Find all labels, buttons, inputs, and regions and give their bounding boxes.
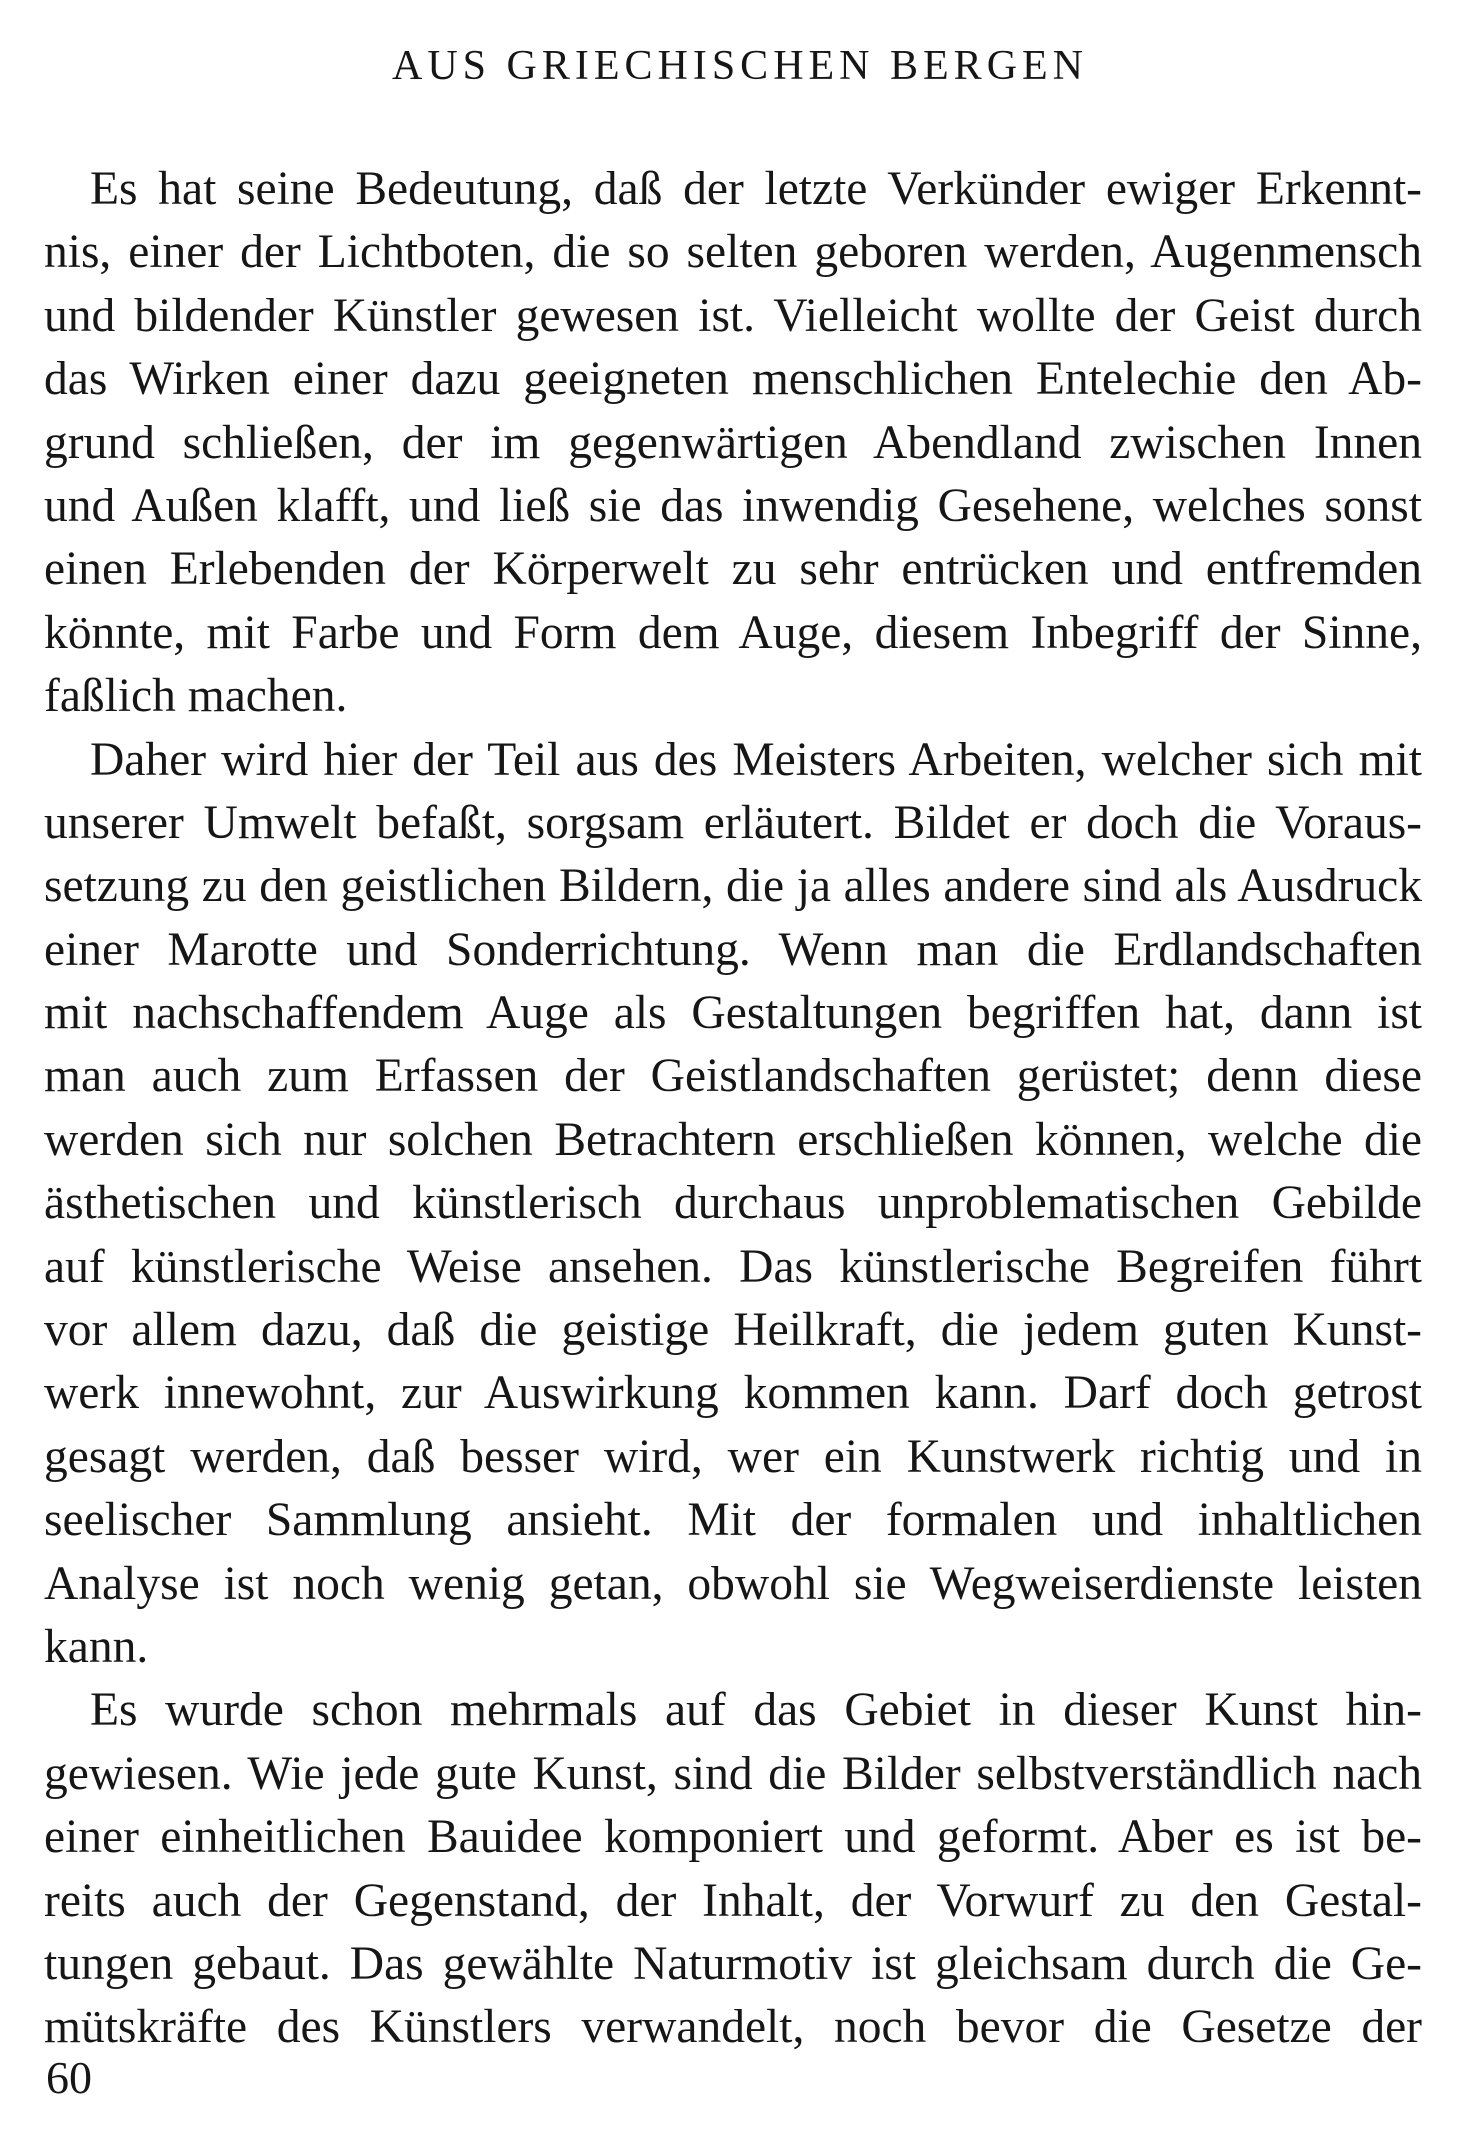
- text-line: unserer Umwelt befaßt, sorgsam erläutert. Bildet er doch die Voraus-: [44, 796, 1422, 849]
- text-line: einen Erlebenden der Körperwelt zu sehr entrücken und entfremden: [44, 543, 1422, 596]
- text-line: tungen gebaut. Das gewählte Naturmotiv ist gleichsam durch die Ge-: [44, 1937, 1422, 1990]
- text-line: mütskräfte des Künstlers verwandelt, noch bevor die Gesetze der: [44, 2001, 1422, 2054]
- text-line: vor allem dazu, daß die geistige Heilkraft, die jedem guten Kunst-: [44, 1304, 1422, 1357]
- text-line: könnte, mit Farbe und Form dem Auge, diesem Inbegriff der Sinne,: [44, 606, 1422, 659]
- text-line: und bildender Künstler gewesen ist. Vielleicht wollte der Geist durch: [44, 289, 1422, 342]
- text-line: faßlich machen.: [44, 670, 348, 723]
- paragraph: [44, 158, 1422, 729]
- text-line: gesagt werden, daß besser wird, wer ein Kunstwerk richtig und in: [44, 1430, 1422, 1483]
- text-line: einer einheitlichen Bauidee komponiert und geformt. Aber es ist be-: [44, 1811, 1422, 1864]
- text-line: kann.: [44, 1620, 149, 1673]
- text-line: ästhetischen und künstlerisch durchaus unproblematischen Gebilde: [44, 1177, 1422, 1230]
- text-line: auf künstlerische Weise ansehen. Das künstlerische Begreifen führt: [44, 1240, 1422, 1293]
- text-line: Daher wird hier der Teil aus des Meisters Arbeiten, welcher sich mit: [90, 733, 1422, 786]
- text-line: man auch zum Erfassen der Geistlandschaften gerüstet; denn diese: [44, 1050, 1422, 1103]
- text-line: werden sich nur solchen Betrachtern erschließen können, welche die: [44, 1113, 1422, 1166]
- text-line: nis, einer der Lichtboten, die so selten geboren werden, Augenmensch: [44, 226, 1422, 279]
- text-line: grund schließen, der im gegenwärtigen Abendland zwischen Innen: [44, 416, 1422, 469]
- paragraph: [44, 1679, 1422, 2059]
- body-text: [44, 158, 1422, 2060]
- text-line: seelischer Sammlung ansieht. Mit der formalen und inhaltlichen: [44, 1494, 1422, 1547]
- text-line: mit nachschaffendem Auge als Gestaltungen begriffen hat, dann ist: [44, 987, 1422, 1040]
- text-line: setzung zu den geistlichen Bildern, die ja alles andere sind als Ausdruck: [44, 860, 1422, 913]
- page-number: 60: [46, 2052, 92, 2103]
- text-line: Es hat seine Bedeutung, daß der letzte Verkünder ewiger Erkennt-: [90, 163, 1422, 215]
- running-head: AUS GRIECHISCHEN BERGEN: [391, 43, 1089, 89]
- text-line: reits auch der Gegenstand, der Inhalt, der Vorwurf zu den Gestal-: [44, 1874, 1422, 1927]
- text-line: Analyse ist noch wenig getan, obwohl sie Wegweiserdienste leisten: [44, 1557, 1422, 1610]
- text-line: gewiesen. Wie jede gute Kunst, sind die Bilder selbstverständlich nach: [44, 1747, 1422, 1800]
- text-line: Es wurde schon mehrmals auf das Gebiet in dieser Kunst hin-: [90, 1684, 1422, 1737]
- text-line: werk innewohnt, zur Auswirkung kommen kann. Darf doch getrost: [44, 1367, 1422, 1420]
- text-line: und Außen klafft, und ließ sie das inwendig Gesehene, welches sonst: [44, 479, 1422, 532]
- text-line: einer Marotte und Sonderrichtung. Wenn man die Erdlandschaften: [44, 923, 1422, 976]
- paragraph: [44, 729, 1422, 1680]
- text-line: das Wirken einer dazu geeigneten menschlichen Entelechie den Ab-: [44, 353, 1422, 406]
